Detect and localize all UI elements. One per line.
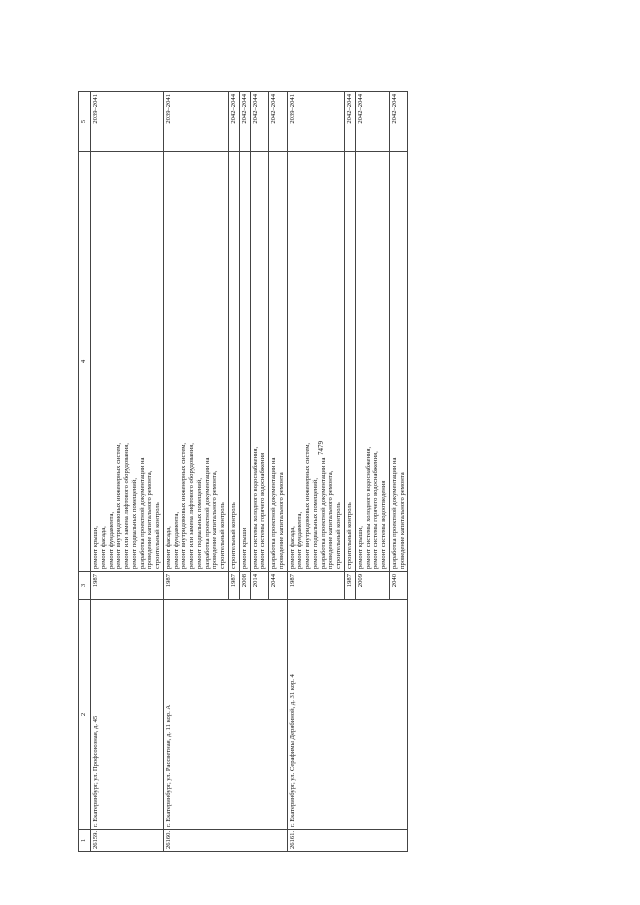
header-cell-4: 4 (79, 152, 91, 572)
work-item: ремонт фундамента, (172, 511, 180, 569)
work-item: разработка проектной документации на (390, 457, 398, 569)
table-body (91, 92, 408, 852)
work-item: ремонт фасада, (164, 526, 172, 569)
work-item: проведение капитального ремонта, (146, 470, 154, 569)
period-cell: 2039–2041 (163, 92, 228, 152)
works-cell (287, 152, 344, 572)
period-cell: 2042–2044 (389, 92, 408, 152)
year-cell: 1987 (229, 572, 240, 600)
header-cell-5: 5 (79, 92, 91, 152)
address-cell: г. Екатеринбург, ул. Серафимы Дерябиной, д. 31 кор. 4 (287, 600, 408, 830)
year-cell: 1987 (163, 572, 228, 600)
work-item: ремонт фундамента, (107, 511, 115, 569)
header-cell-1: 1 (79, 830, 91, 852)
year-cell: 2040 (389, 572, 408, 600)
work-item: ремонт внутридомовых инженерных систем, (180, 442, 188, 569)
work-item: разработка проектной документации на (319, 457, 327, 569)
header-row (79, 92, 91, 852)
work-item: ремонт системы горячего водоснабжения (259, 452, 267, 569)
period-cell: 2039–2041 (91, 92, 164, 152)
work-item: ремонт системы холодного водоснабжения, (251, 446, 259, 569)
row-number: 26161. (287, 830, 408, 852)
page-number: 7479 (317, 441, 325, 455)
work-item: строительный контроль (230, 502, 238, 569)
work-item: строительный контроль (335, 502, 343, 569)
year-cell: 2014 (250, 572, 269, 600)
year-cell: 1987 (91, 572, 164, 600)
works-cell (229, 152, 240, 572)
year-cell: 2008 (239, 572, 250, 600)
work-item: ремонт подвальных помещений, (311, 478, 319, 569)
work-item: ремонт или замена лифтового оборудования, (123, 443, 131, 569)
period-cell: 2042–2044 (239, 92, 250, 152)
header-cell-3: 3 (79, 572, 91, 600)
work-item: разработка проектной документации на (270, 457, 278, 569)
work-item: проведение капитального ремонта, (327, 470, 335, 569)
table-row (287, 92, 344, 852)
work-item: строительный контроль (219, 502, 227, 569)
work-item: ремонт крыши, (356, 526, 364, 569)
year-cell: 1987 (344, 572, 355, 600)
work-item: строительный контроль (345, 502, 353, 569)
work-item: проведение капитального ремонта (398, 472, 406, 569)
work-item: ремонт или замена лифтового оборудования, (188, 443, 196, 569)
repair-schedule-table (78, 91, 408, 852)
row-number: 26160. (163, 830, 287, 852)
work-item: проведение капитального ремонта, (211, 470, 219, 569)
works-cell (163, 152, 228, 572)
work-item: ремонт фасада, (288, 526, 296, 569)
work-item: ремонт системы горячего водоснабжения, (372, 451, 380, 569)
work-item: ремонт системы водоотведения (380, 480, 388, 569)
work-item: ремонт внутридомовых инженерных систем, (115, 442, 123, 569)
year-cell: 2044 (269, 572, 288, 600)
period-cell: 2042–2044 (355, 92, 389, 152)
work-item: ремонт фасада, (99, 526, 107, 569)
table-row (91, 92, 164, 852)
work-item: ремонт внутридомовых инженерных систем, (304, 442, 312, 569)
work-item: разработка проектной документации на (138, 457, 146, 569)
work-item: ремонт подвальных помещений, (130, 478, 138, 569)
address-cell: г. Екатеринбург, ул. Рассветная, д. 11 кор. А (163, 600, 287, 830)
works-cell (344, 152, 355, 572)
work-item: строительный контроль (154, 502, 162, 569)
work-item: ремонт системы холодного водоснабжения, (364, 446, 372, 569)
table-row (163, 92, 228, 852)
address-cell: г. Екатеринбург, ул. Профсоюзная, д. 45 (91, 600, 164, 830)
works-cell (250, 152, 269, 572)
work-item: ремонт крыши, (92, 526, 99, 569)
works-cell (389, 152, 408, 572)
rotated-table-wrapper (78, 92, 578, 852)
works-cell (355, 152, 389, 572)
works-cell (239, 152, 250, 572)
period-cell: 2039–2041 (287, 92, 344, 152)
works-cell (269, 152, 288, 572)
header-cell-2: 2 (79, 600, 91, 830)
period-cell: 2042–2044 (344, 92, 355, 152)
work-item: разработка проектной документации на (203, 457, 211, 569)
work-item: ремонт фундамента, (296, 511, 304, 569)
period-cell: 2042–2044 (269, 92, 288, 152)
year-cell: 2009 (355, 572, 389, 600)
period-cell: 2042–2044 (250, 92, 269, 152)
work-item: ремонт подвальных помещений, (195, 478, 203, 569)
work-item: ремонт крыши (240, 527, 248, 569)
row-number: 26159. (91, 830, 164, 852)
works-cell (91, 152, 164, 572)
work-item: проведение капитального ремонта (277, 472, 285, 569)
period-cell: 2042–2044 (229, 92, 240, 152)
year-cell: 1987 (287, 572, 344, 600)
